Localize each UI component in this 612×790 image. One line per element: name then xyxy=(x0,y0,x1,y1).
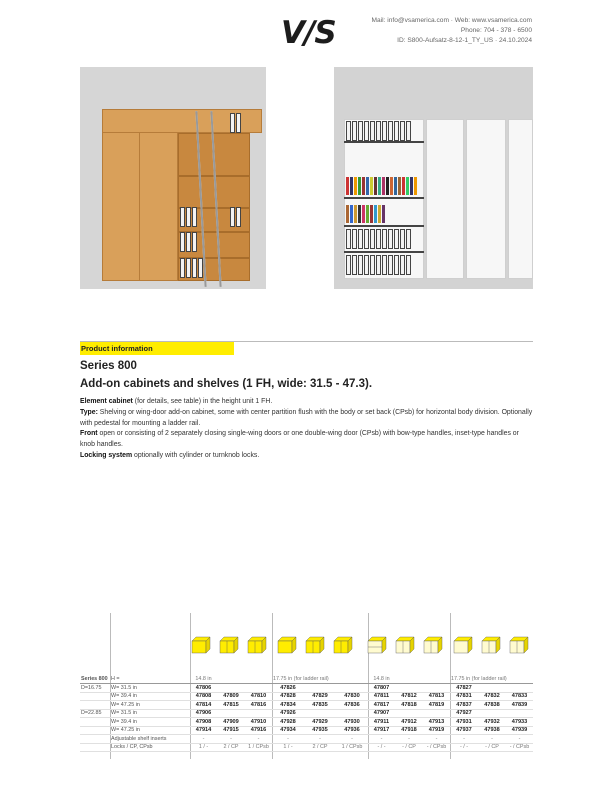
article-number-cell: 2 / CP xyxy=(217,743,245,752)
article-number-cell: - / CPsb xyxy=(506,743,533,752)
article-number-cell: 47936 xyxy=(336,726,368,735)
article-number-cell xyxy=(478,684,506,693)
cabinet-icon xyxy=(332,635,354,655)
height-value xyxy=(336,675,368,684)
article-number-cell: 47809 xyxy=(217,692,245,701)
height-value xyxy=(245,675,272,684)
shelf-icon xyxy=(394,635,416,655)
depth-cell xyxy=(80,692,110,701)
article-number-cell: 47839 xyxy=(506,701,533,710)
article-number-cell: - / CPsb xyxy=(423,743,450,752)
article-number-cell: 1 / CPsb xyxy=(245,743,272,752)
article-number-cell: - / CP xyxy=(395,743,423,752)
desc-locking-system: Locking system optionally with cylinder or turnknob locks. xyxy=(80,451,260,459)
contact-info xyxy=(372,16,532,47)
article-number-cell xyxy=(395,684,423,693)
product-information-label: Product information xyxy=(80,342,234,355)
article-number-cell: - xyxy=(336,735,368,744)
cabinet-icon xyxy=(190,635,212,655)
desc-type: Type: Shelving or wing-door add-on cabinet, some with center partition flush with the body or set back (CPsb) for horizontal body division. Optionally with pedestal for mounting a ladder rail. xyxy=(80,408,533,427)
article-number-cell: 2 / CP xyxy=(304,743,336,752)
article-number-cell: 47806 xyxy=(190,684,217,693)
height-value: 17.75 in (for ladder rail) xyxy=(451,676,507,682)
article-number-cell: 47928 xyxy=(272,718,304,727)
article-number-cell: 47816 xyxy=(245,701,272,710)
article-number-cell xyxy=(395,709,423,718)
article-number-cell: - / - xyxy=(368,743,395,752)
article-number-cell xyxy=(304,709,336,718)
article-number-cell: 47810 xyxy=(245,692,272,701)
article-number-cell: 47912 xyxy=(395,718,423,727)
height-value xyxy=(506,675,533,684)
table-row xyxy=(80,692,533,701)
cabinet-type-icons xyxy=(190,635,533,665)
article-number-cell: 47909 xyxy=(217,718,245,727)
article-number-cell: 47913 xyxy=(423,718,450,727)
height-value: 14.8 in xyxy=(368,675,395,684)
article-number-cell: 47813 xyxy=(423,692,450,701)
article-number-cell: - xyxy=(304,735,336,744)
depth-cell xyxy=(80,718,110,727)
article-number-cell: 47929 xyxy=(304,718,336,727)
article-number-cell: - / - xyxy=(450,743,478,752)
article-number-cell: 47938 xyxy=(478,726,506,735)
article-number-table xyxy=(80,675,533,752)
article-number-cell: 47826 xyxy=(272,684,304,693)
article-number-cell xyxy=(423,709,450,718)
article-number-cell: 47932 xyxy=(478,718,506,727)
cabinet-icon xyxy=(246,635,268,655)
document-id: ID: S800-Aufsatz-8-12-1_TY_US · 24.10.2024 xyxy=(397,37,532,45)
article-number-cell: 47933 xyxy=(506,718,533,727)
shelf-icon xyxy=(508,635,530,655)
article-number-cell: - xyxy=(190,735,217,744)
product-photos xyxy=(80,67,533,289)
table-corner-label: Series 800 xyxy=(80,675,110,684)
table-row xyxy=(80,735,533,744)
article-number-cell: 47833 xyxy=(506,692,533,701)
wood-cabinet-photo xyxy=(80,67,266,289)
cabinet-icon xyxy=(218,635,240,655)
article-number-cell: 47836 xyxy=(336,701,368,710)
cabinet-icon xyxy=(276,635,298,655)
article-number-cell: 47814 xyxy=(190,701,217,710)
height-value: 17.75 in (for ladder rail) xyxy=(273,676,329,682)
depth-cell xyxy=(80,743,110,752)
row-label: W= 39.4 in xyxy=(110,718,190,727)
article-number-cell: 47819 xyxy=(423,701,450,710)
height-value xyxy=(217,675,245,684)
desc-front: Front open or consisting of 2 separately closing single-wing doors or one double-wing door (CPsb) with bow-type handles, inset-type handles or knob handles. xyxy=(80,430,519,449)
article-number-cell: 47906 xyxy=(190,709,217,718)
article-number-cell: - xyxy=(245,735,272,744)
white-cabinet-photo xyxy=(334,67,533,289)
photo-gap xyxy=(266,67,316,289)
article-number-cell: 47919 xyxy=(423,726,450,735)
article-number-cell: - xyxy=(368,735,395,744)
article-number-cell xyxy=(336,684,368,693)
article-number-cell: - xyxy=(450,735,478,744)
article-number-cell: 47832 xyxy=(478,692,506,701)
article-number-cell: 1 / - xyxy=(272,743,304,752)
article-number-cell: 1 / CPsb xyxy=(336,743,368,752)
article-number-cell: 47829 xyxy=(304,692,336,701)
article-number-cell: 47808 xyxy=(190,692,217,701)
article-number-cell: 47828 xyxy=(272,692,304,701)
article-number-cell: - xyxy=(395,735,423,744)
article-number-cell: - xyxy=(423,735,450,744)
article-number-cell: - xyxy=(478,735,506,744)
depth-cell xyxy=(80,701,110,710)
article-number-cell: 47835 xyxy=(304,701,336,710)
depth-cell xyxy=(80,735,110,744)
height-label: H = xyxy=(110,675,190,684)
row-label: W= 39.4 in xyxy=(110,692,190,701)
article-number-cell: 47907 xyxy=(368,709,395,718)
article-number-cell xyxy=(304,684,336,693)
article-number-cell: 47937 xyxy=(450,726,478,735)
article-number-cell: 47911 xyxy=(368,718,395,727)
article-number-cell xyxy=(506,709,533,718)
desc-element-cabinet: Element cabinet (for details, see table) in the height unit 1 FH. xyxy=(80,398,273,405)
article-number-cell: 47930 xyxy=(336,718,368,727)
product-description xyxy=(80,397,535,462)
contact-phone: Phone: 704 - 378 - 6500 xyxy=(460,27,532,35)
shelf-icon xyxy=(422,635,444,655)
table-row xyxy=(80,709,533,718)
article-number-cell: 47915 xyxy=(217,726,245,735)
article-number-cell: 47918 xyxy=(395,726,423,735)
article-number-cell: 1 / - xyxy=(190,743,217,752)
article-number-cell: 47934 xyxy=(272,726,304,735)
article-number-cell xyxy=(245,709,272,718)
table-row xyxy=(80,743,533,752)
row-label: W= 47.25 in xyxy=(110,701,190,710)
article-number-cell: 47818 xyxy=(395,701,423,710)
contact-mail-web: Mail: info@vsamerica.com · Web: www.vsamerica.com xyxy=(371,17,532,24)
cabinet-icon xyxy=(304,635,326,655)
article-number-cell: - xyxy=(506,735,533,744)
article-number-cell: 47837 xyxy=(450,701,478,710)
article-number-cell: 47830 xyxy=(336,692,368,701)
table-row xyxy=(80,718,533,727)
row-label: Adjustable shelf inserts xyxy=(110,735,190,744)
product-table-area xyxy=(80,613,533,759)
article-number-cell: 47807 xyxy=(368,684,395,693)
article-number-cell: 47811 xyxy=(368,692,395,701)
article-number-cell xyxy=(245,684,272,693)
article-number-cell: - xyxy=(272,735,304,744)
article-number-cell xyxy=(423,684,450,693)
height-value: 14.8 in xyxy=(190,675,217,684)
article-number-cell: 47916 xyxy=(245,726,272,735)
article-number-cell: - xyxy=(217,735,245,744)
article-number-cell: 47931 xyxy=(450,718,478,727)
height-value xyxy=(395,675,423,684)
row-label: Locks / CP, CPsb xyxy=(110,743,190,752)
article-number-cell: 47926 xyxy=(272,709,304,718)
article-number-cell: - / CP xyxy=(478,743,506,752)
row-label: W= 47.25 in xyxy=(110,726,190,735)
article-number-cell: 47927 xyxy=(450,709,478,718)
shelf-icon xyxy=(480,635,502,655)
article-number-cell: 47812 xyxy=(395,692,423,701)
article-number-cell: 47908 xyxy=(190,718,217,727)
article-number-cell: 47827 xyxy=(450,684,478,693)
product-title: Add-on cabinets and shelves (1 FH, wide: 31.5 - 47.3). xyxy=(80,378,373,390)
depth-cell: D=16.75 xyxy=(80,684,110,693)
table-header-row xyxy=(80,675,533,684)
article-number-cell: 47834 xyxy=(272,701,304,710)
row-label: W= 31.5 in xyxy=(110,684,190,693)
article-number-cell: 47910 xyxy=(245,718,272,727)
height-value xyxy=(423,675,450,684)
table-row xyxy=(80,726,533,735)
depth-cell xyxy=(80,726,110,735)
article-number-cell xyxy=(217,709,245,718)
article-number-cell: 47914 xyxy=(190,726,217,735)
shelf-icon xyxy=(366,635,388,655)
table-row xyxy=(80,684,533,693)
table-row xyxy=(80,701,533,710)
brand-logo: V/S xyxy=(281,15,336,51)
series-title: Series 800 xyxy=(80,360,137,372)
article-number-cell xyxy=(506,684,533,693)
article-number-cell: 47815 xyxy=(217,701,245,710)
article-number-cell xyxy=(217,684,245,693)
article-number-cell: 47917 xyxy=(368,726,395,735)
depth-cell: D=22.85 xyxy=(80,709,110,718)
article-number-cell: 47939 xyxy=(506,726,533,735)
article-number-cell xyxy=(478,709,506,718)
article-number-cell: 47831 xyxy=(450,692,478,701)
article-number-cell: 47838 xyxy=(478,701,506,710)
article-number-cell: 47935 xyxy=(304,726,336,735)
row-label: W= 31.5 in xyxy=(110,709,190,718)
shelf-icon xyxy=(452,635,474,655)
article-number-cell: 47817 xyxy=(368,701,395,710)
article-number-cell xyxy=(336,709,368,718)
